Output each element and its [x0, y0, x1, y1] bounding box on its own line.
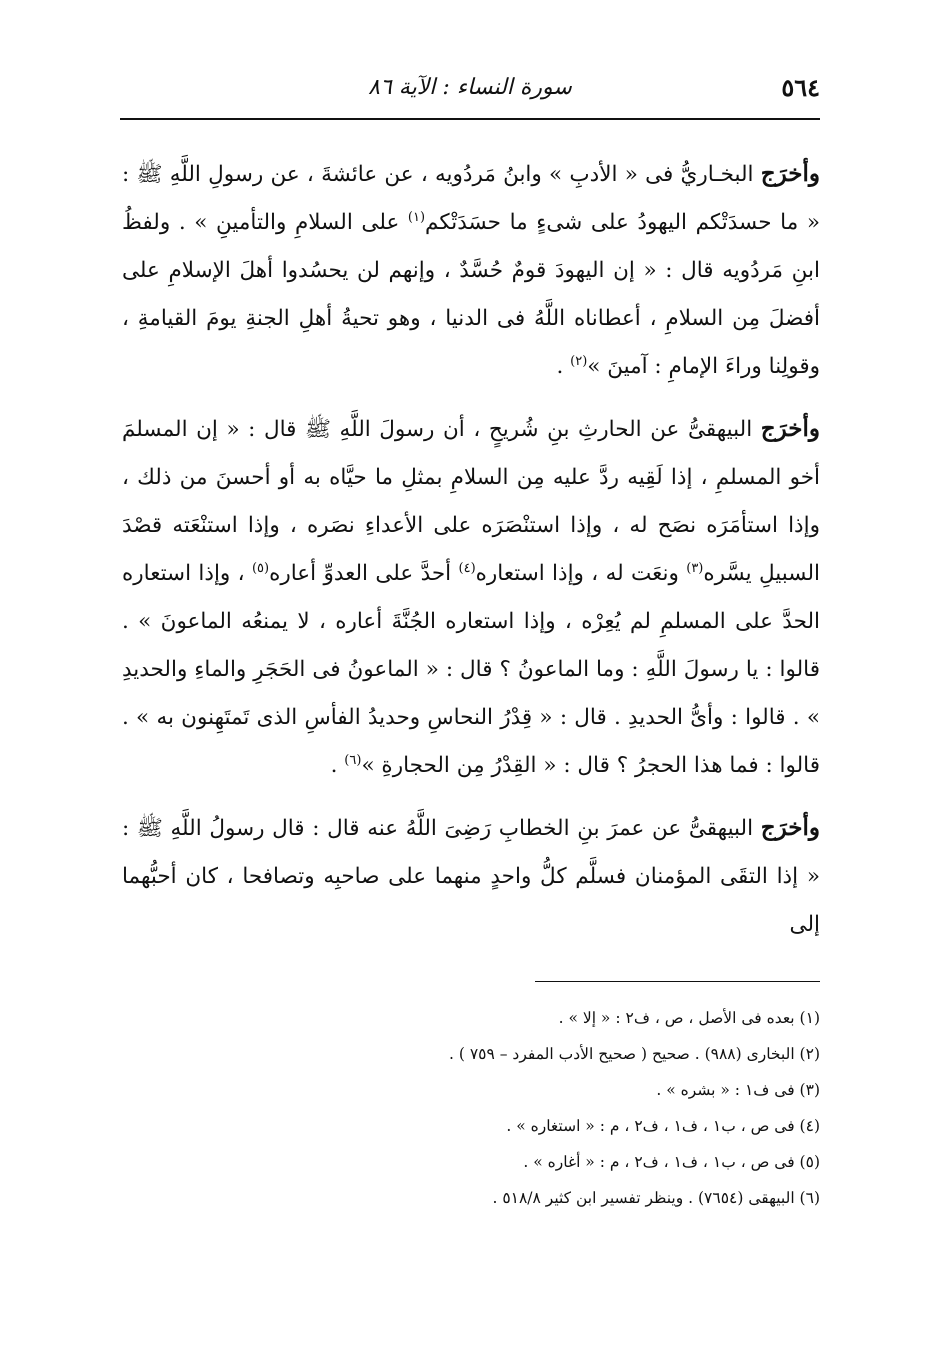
footnote-ref: (٣)	[686, 560, 704, 576]
paragraph-text: البخـاريُّ فى « الأدبِ » وابنُ مَردُويه ، عن عائشةَ ، عن رسولِ اللَّهِ ﷺ : « ما حسدَتْكم اليهودُ على شىءٍ ما حسَدَتْكم	[122, 162, 820, 235]
footnote-ref: (٢)	[570, 353, 588, 369]
paragraph-3	[122, 804, 820, 949]
paragraph-text: .	[330, 753, 345, 778]
footnote-1: (١) بعده فى الأصل ، ص ، ف٢ : « إلا » .	[558, 1009, 820, 1027]
footnote-ref: (٥)	[251, 560, 270, 576]
paragraph-2	[122, 405, 820, 790]
footnote-separator	[535, 981, 820, 982]
main-text	[122, 150, 820, 963]
header-rule	[120, 118, 820, 120]
paragraph-lead: وأخرَج	[760, 814, 820, 841]
footnote-ref: (٤)	[458, 560, 476, 576]
paragraph-text: على السلامِ والتأمينِ » . ولفظُ ابنِ مَردُويه قال : « إن اليهودَ قومٌ حُسَّدٌ ، وإنهم لن يحسُدوا أهلَ الإسلامِ على أفضلَ مِن السلامِ ، أعطاناه اللَّهُ فى الدنيا ، وهو تحيةُ أهلِ الجنةِ يومَ القيامةِ ، وقولِنا وراءَ الإمامِ : آمينَ »	[122, 210, 820, 379]
footnote-5: (٥) فى ص ، ب١ ، ف١ ، ف٢ ، م : « أغاره » .	[523, 1153, 820, 1171]
paragraph-lead: وأخرَج	[760, 160, 820, 187]
footnote-2: (٢) البخارى (٩٨٨) . صحيح ( صحيح الأدب المفرد – ٧٥٩ ) .	[449, 1045, 820, 1063]
paragraph-text: .	[556, 354, 571, 379]
footnote-ref: (٦)	[344, 752, 362, 768]
paragraph-text: ونعَت له ، وإذا استعاره	[475, 561, 687, 586]
page-header	[120, 68, 820, 108]
paragraph-text: البيهقىُّ عن الحارثِ بنِ شُريحٍ ، أن رسولَ اللَّهِ ﷺ قال : « إن المسلمَ أخو المسلمِ ، إذا لَقِيه ردَّ عليه مِن السلامِ بمثلِ ما حيَّاه به أو أحسنَ من ذلك ، وإذا استأمَرَه نصَح له ، وإذا استنْصَرَه على الأعداءِ نصَره ، وإذا استنْعَته قصْدَ السبيلِ يسَّره	[122, 417, 820, 586]
footnote-3: (٣) فى ف١ : « بشره » .	[656, 1081, 820, 1099]
paragraph-text: ، وإذا استعاره الحدَّ على المسلمِ لم يُعِرْه ، وإذا استعاره الجُنَّةَ أعاره ، لا يمنعُه الماعونَ » . قالوا : يا رسولَ اللَّهِ : وما الماعونُ ؟ قال : « الماعونُ فى الحَجَرِ والماءِ والحديدِ » . قالوا : وأىُّ الحديدِ . قال : « قِدْرُ النحاسِ وحديدُ الفأسِ الذى تَمتَهِنون به » . قالوا : فما هذا الحجرُ ؟ قال : « القِدْرُ مِن الحجارةِ »	[122, 561, 820, 778]
paragraph-text: أحدَّ على العدوِّ أعاره	[269, 561, 459, 586]
page-number: ٥٦٤	[781, 73, 820, 102]
footnote-ref: (١)	[407, 209, 426, 225]
paragraph-text: البيهقىُّ عن عمرَ بنِ الخطابِ رَضِىَ اللَّهُ عنه قال : قال رسولُ اللَّهِ ﷺ : « إذا التقَى المؤمنان فسلَّم كلُّ واحدٍ منهما على صاحبِه وتصافحا ، كان أحبُّهما إلى	[122, 816, 820, 937]
footnote-6: (٦) البيهقى (٧٦٥٤) . وينظر تفسير ابن كثير ٥١٨/٨ .	[492, 1189, 820, 1207]
paragraph-lead: وأخرَج	[760, 415, 820, 442]
footnote-4: (٤) فى ص ، ب١ ، ف١ ، ف٢ ، م : « استغاره » .	[506, 1117, 820, 1135]
running-title: سورة النساء : الآية ٨٦	[368, 75, 572, 100]
paragraph-1	[122, 150, 820, 391]
footnotes	[220, 1000, 820, 1216]
